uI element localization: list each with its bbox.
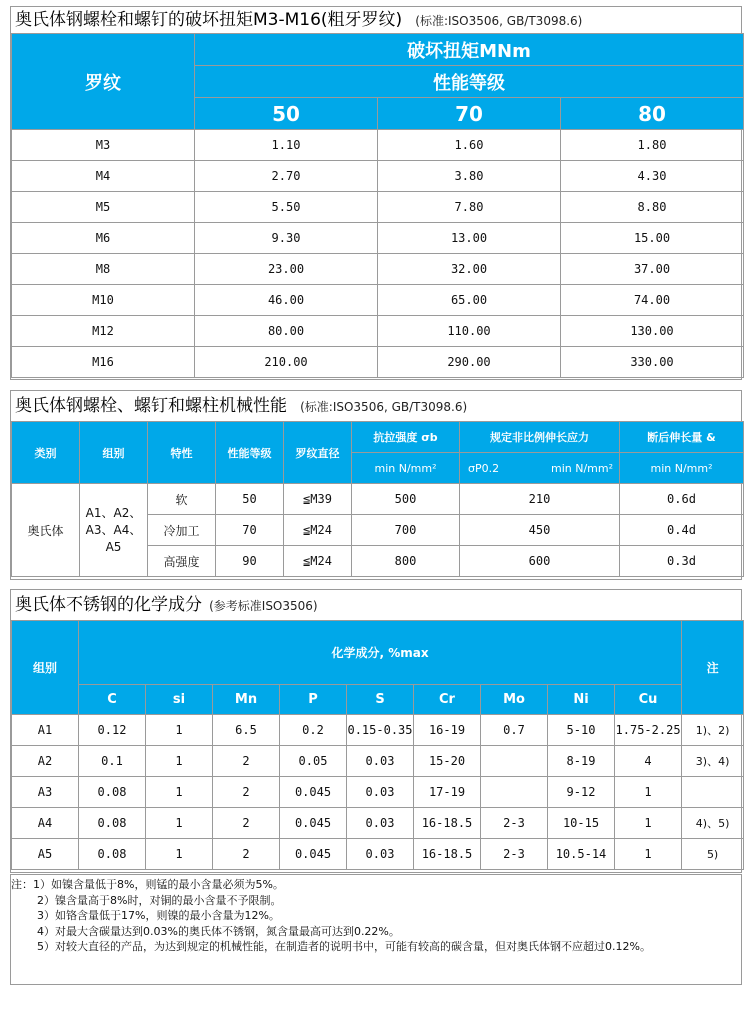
grade-cell: 50 — [216, 484, 284, 515]
grade-cell: 90 — [216, 546, 284, 577]
mechanical-section-title — [11, 391, 741, 421]
element-value-cell: 0.08 — [79, 777, 146, 808]
torque-value-cell: 46.00 — [195, 285, 378, 316]
element-value-cell: 0.12 — [79, 715, 146, 746]
category-cell: 奥氏体 — [12, 484, 80, 577]
chem-header: 化学成分, %max — [79, 621, 682, 685]
element-value-cell: 1 — [146, 808, 213, 839]
torque-section — [10, 6, 742, 380]
element-value-cell: 1 — [146, 715, 213, 746]
element-value-cell: 2-3 — [481, 839, 548, 870]
mechanical-section — [10, 390, 742, 580]
torque-value-cell: 1.80 — [561, 130, 744, 161]
diameter-header: 罗纹直径 — [284, 422, 352, 484]
torque-value-cell: 7.80 — [378, 192, 561, 223]
element-value-cell: 0.15-0.35 — [347, 715, 414, 746]
element-value-cell: 0.05 — [280, 746, 347, 777]
group-cell: A1 — [12, 715, 79, 746]
mechanical-table — [11, 421, 744, 577]
torque-value-cell: 5.50 — [195, 192, 378, 223]
yield-unit: min N/mm² — [550, 461, 613, 475]
torque-value-cell: 290.00 — [378, 347, 561, 378]
grade-70: 70 — [378, 98, 561, 130]
chemical-standard: (参考标准ISO3506) — [209, 599, 318, 613]
chemical-row — [12, 746, 744, 777]
group-cell: A3 — [12, 777, 79, 808]
thread-cell: M6 — [12, 223, 195, 254]
element-value-cell: 16-18.5 — [414, 808, 481, 839]
thread-cell: M8 — [12, 254, 195, 285]
torque-value-cell: 2.70 — [195, 161, 378, 192]
torque-row — [12, 285, 744, 316]
element-header: Cr — [414, 685, 481, 715]
yield-header: 规定非比例伸长应力 — [460, 422, 620, 453]
element-value-cell: 9-12 — [548, 777, 615, 808]
chemical-title: 奥氏体不锈钢的化学成分 — [15, 595, 202, 615]
element-value-cell: 0.03 — [347, 777, 414, 808]
torque-value-cell: 330.00 — [561, 347, 744, 378]
tensile-cell: 700 — [352, 515, 460, 546]
torque-value-cell: 8.80 — [561, 192, 744, 223]
diameter-cell: ≦M24 — [284, 546, 352, 577]
element-value-cell: 2 — [213, 839, 280, 870]
yield-unit-cell — [460, 453, 620, 484]
diameter-cell: ≦M39 — [284, 484, 352, 515]
element-value-cell: 17-19 — [414, 777, 481, 808]
torque-value-cell: 65.00 — [378, 285, 561, 316]
torque-standard: (标准:ISO3506, GB/T3098.6) — [415, 14, 583, 28]
element-header: C — [79, 685, 146, 715]
note-ref-cell — [682, 777, 744, 808]
element-value-cell: 2 — [213, 777, 280, 808]
element-value-cell: 0.7 — [481, 715, 548, 746]
group-header: 组别 — [12, 621, 79, 715]
element-header: Mo — [481, 685, 548, 715]
elongation-header: 断后伸长量 & — [620, 422, 744, 453]
torque-table — [11, 33, 744, 378]
element-value-cell: 0.03 — [347, 746, 414, 777]
property-cell: 冷加工 — [148, 515, 216, 546]
yield-symbol: σP0.2 — [468, 461, 500, 475]
element-value-cell: 1 — [615, 808, 682, 839]
torque-value-cell: 13.00 — [378, 223, 561, 254]
torque-header: 破坏扭矩MNm — [195, 34, 744, 66]
element-value-cell: 1.75-2.25 — [615, 715, 682, 746]
torque-value-cell: 80.00 — [195, 316, 378, 347]
chemical-section — [10, 589, 742, 873]
tensile-unit: min N/mm² — [352, 453, 460, 484]
torque-row — [12, 223, 744, 254]
mechanical-title: 奥氏体钢螺栓、螺钉和螺柱机械性能 — [15, 396, 287, 416]
element-value-cell: 0.08 — [79, 808, 146, 839]
grade-80: 80 — [561, 98, 744, 130]
yield-cell: 600 — [460, 546, 620, 577]
torque-value-cell: 15.00 — [561, 223, 744, 254]
element-value-cell: 2 — [213, 808, 280, 839]
category-header: 类别 — [12, 422, 80, 484]
torque-value-cell: 3.80 — [378, 161, 561, 192]
element-header: Cu — [615, 685, 682, 715]
element-value-cell — [481, 746, 548, 777]
thread-cell: M5 — [12, 192, 195, 223]
thread-header: 罗纹 — [12, 34, 195, 130]
torque-title: 奥氏体钢螺栓和螺钉的破坏扭矩M3-M16(粗牙罗纹) — [15, 10, 403, 30]
element-value-cell: 8-19 — [548, 746, 615, 777]
grade-50: 50 — [195, 98, 378, 130]
element-value-cell: 0.045 — [280, 777, 347, 808]
element-header: Ni — [548, 685, 615, 715]
element-value-cell: 6.5 — [213, 715, 280, 746]
elongation-unit: min N/mm² — [620, 453, 744, 484]
element-header: S — [347, 685, 414, 715]
torque-row — [12, 192, 744, 223]
note-4: 4）对最大含碳量达到0.03%的奥氏体不锈钢，氮含量最高可达到0.22%。 — [37, 924, 400, 938]
tensile-header: 抗拉强度 σb — [352, 422, 460, 453]
element-value-cell — [481, 777, 548, 808]
grade-cell: 70 — [216, 515, 284, 546]
note-ref-cell: 1)、2) — [682, 715, 744, 746]
chemical-row — [12, 777, 744, 808]
notes-block — [10, 874, 742, 985]
yield-cell: 450 — [460, 515, 620, 546]
element-value-cell: 1 — [146, 746, 213, 777]
element-header: si — [146, 685, 213, 715]
elongation-cell: 0.4d — [620, 515, 744, 546]
element-value-cell: 5-10 — [548, 715, 615, 746]
diameter-cell: ≦M24 — [284, 515, 352, 546]
torque-value-cell: 210.00 — [195, 347, 378, 378]
torque-value-cell: 130.00 — [561, 316, 744, 347]
torque-value-cell: 1.60 — [378, 130, 561, 161]
element-value-cell: 0.03 — [347, 808, 414, 839]
grade-header: 性能等级 — [195, 66, 744, 98]
torque-row — [12, 130, 744, 161]
chemical-row — [12, 839, 744, 870]
torque-row — [12, 316, 744, 347]
note-header: 注 — [682, 621, 744, 715]
element-value-cell: 0.2 — [280, 715, 347, 746]
torque-value-cell: 32.00 — [378, 254, 561, 285]
group-cell: A1、A2、A3、A4、A5 — [80, 484, 148, 577]
property-cell: 高强度 — [148, 546, 216, 577]
grade-header: 性能等级 — [216, 422, 284, 484]
tensile-cell: 800 — [352, 546, 460, 577]
element-value-cell: 16-19 — [414, 715, 481, 746]
element-value-cell: 10-15 — [548, 808, 615, 839]
element-value-cell: 1 — [146, 839, 213, 870]
chemical-row — [12, 808, 744, 839]
torque-value-cell: 1.10 — [195, 130, 378, 161]
torque-value-cell: 4.30 — [561, 161, 744, 192]
element-header: P — [280, 685, 347, 715]
thread-cell: M12 — [12, 316, 195, 347]
element-value-cell: 0.1 — [79, 746, 146, 777]
chemical-table — [11, 620, 744, 870]
torque-value-cell: 37.00 — [561, 254, 744, 285]
element-value-cell: 16-18.5 — [414, 839, 481, 870]
note-1: 注：1）如镍含量低于8%，则锰的最小含量必须为5%。 — [11, 878, 284, 891]
note-2: 2）镍含量高于8%时，对铜的最小含量不予限制。 — [37, 893, 282, 907]
element-value-cell: 0.045 — [280, 839, 347, 870]
group-cell: A2 — [12, 746, 79, 777]
torque-value-cell: 23.00 — [195, 254, 378, 285]
element-value-cell: 0.045 — [280, 808, 347, 839]
thread-cell: M3 — [12, 130, 195, 161]
note-ref-cell: 4)、5) — [682, 808, 744, 839]
element-value-cell: 1 — [146, 777, 213, 808]
group-cell: A5 — [12, 839, 79, 870]
thread-cell: M10 — [12, 285, 195, 316]
torque-row — [12, 161, 744, 192]
torque-value-cell: 74.00 — [561, 285, 744, 316]
elongation-cell: 0.6d — [620, 484, 744, 515]
thread-cell: M4 — [12, 161, 195, 192]
property-cell: 软 — [148, 484, 216, 515]
element-value-cell: 2-3 — [481, 808, 548, 839]
tensile-cell: 500 — [352, 484, 460, 515]
torque-row — [12, 254, 744, 285]
element-value-cell: 15-20 — [414, 746, 481, 777]
group-cell: A4 — [12, 808, 79, 839]
torque-value-cell: 9.30 — [195, 223, 378, 254]
element-value-cell: 0.03 — [347, 839, 414, 870]
element-value-cell: 0.08 — [79, 839, 146, 870]
element-value-cell: 4 — [615, 746, 682, 777]
property-header: 特性 — [148, 422, 216, 484]
note-ref-cell: 5) — [682, 839, 744, 870]
element-header: Mn — [213, 685, 280, 715]
chemical-section-title — [11, 590, 741, 620]
torque-section-title — [11, 7, 741, 33]
chemical-row — [12, 715, 744, 746]
element-value-cell: 1 — [615, 777, 682, 808]
group-header: 组别 — [80, 422, 148, 484]
element-value-cell: 2 — [213, 746, 280, 777]
mechanical-standard: (标准:ISO3506, GB/T3098.6) — [300, 400, 468, 414]
element-value-cell: 10.5-14 — [548, 839, 615, 870]
note-3: 3）如铬含量低于17%，则镍的最小含量为12%。 — [37, 909, 280, 922]
note-ref-cell: 3)、4) — [682, 746, 744, 777]
yield-cell: 210 — [460, 484, 620, 515]
torque-value-cell: 110.00 — [378, 316, 561, 347]
torque-row — [12, 347, 744, 378]
elongation-cell: 0.3d — [620, 546, 744, 577]
thread-cell: M16 — [12, 347, 195, 378]
note-5: 5）对较大直径的产品，为达到规定的机械性能，在制造者的说明书中，可能有较高的碳含量，但对奥氏体钢不应超过0.12%。 — [37, 940, 651, 953]
element-value-cell: 1 — [615, 839, 682, 870]
